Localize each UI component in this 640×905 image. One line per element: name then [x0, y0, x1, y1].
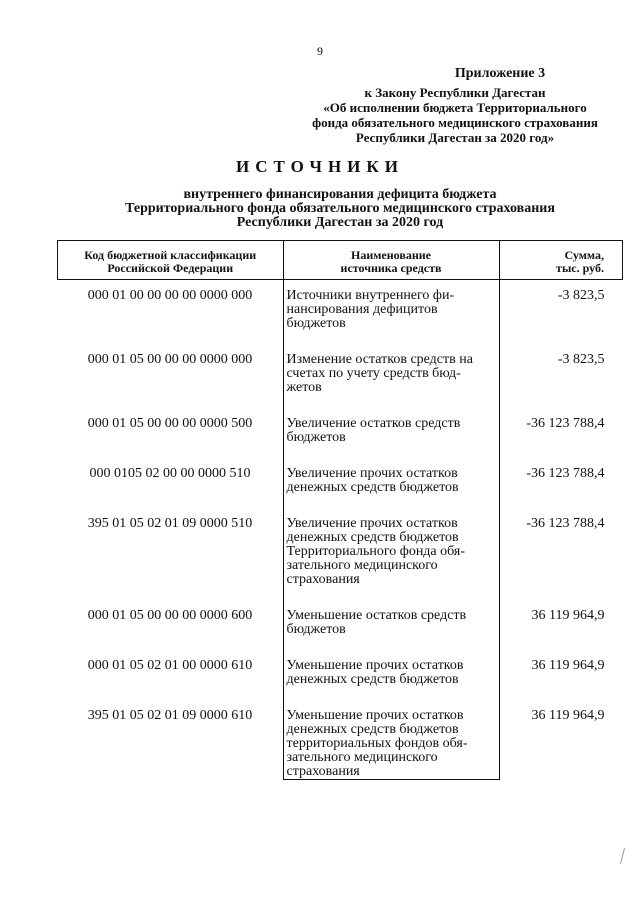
cell-amount: -3 823,5 — [557, 288, 605, 303]
table-row — [58, 280, 623, 345]
appendix-line: «Об исполнении бюджета Территориального — [323, 100, 587, 115]
cell-code: 000 01 05 00 00 00 0000 500 — [58, 408, 284, 458]
cell-name-line: страхования — [286, 764, 360, 779]
sources-table — [57, 240, 623, 780]
cell-name-line: Увеличение остатков средств — [286, 416, 461, 431]
appendix-line: Республики Дагестан за 2020 год» — [355, 130, 555, 145]
cell-amount: 36 119 964,9 — [531, 658, 605, 673]
cell-name-line: страхования — [286, 572, 360, 587]
cell-name-line: денежных средств бюджетов — [286, 480, 459, 495]
cell-amount: 36 119 964,9 — [531, 708, 605, 723]
header-code-line: Российской Федерации — [107, 261, 234, 275]
cell-code: 000 01 00 00 00 00 0000 000 — [58, 280, 284, 345]
cell-code: 000 01 05 00 00 00 0000 000 — [58, 344, 284, 408]
table-row — [58, 508, 623, 600]
document-subheading — [80, 188, 600, 230]
cell-amount: -36 123 788,4 — [526, 516, 605, 531]
cell-name-line: Уменьшение прочих остатков — [286, 658, 464, 673]
header-amount — [499, 241, 623, 280]
cell-name-line: счетах по учету средств бюд- — [286, 366, 461, 381]
cell-name — [283, 458, 499, 508]
cell-code: 000 01 05 00 00 00 0000 600 — [58, 600, 284, 650]
cell-name — [283, 600, 499, 650]
cell-name-line: зательного медицинского — [286, 558, 438, 573]
table-row — [58, 650, 623, 700]
cell-name-line: жетов — [286, 380, 322, 395]
cell-name-line: Источники внутреннего фи- — [286, 288, 455, 303]
cell-name — [283, 650, 499, 700]
cell-name — [283, 508, 499, 600]
cell-code: 395 01 05 02 01 09 0000 610 — [58, 700, 284, 780]
cell-name — [283, 280, 499, 345]
header-code-line: Код бюджетной классификации — [84, 248, 257, 262]
cell-amount: -3 823,5 — [557, 352, 605, 367]
cell-name-line: бюджетов — [286, 316, 346, 331]
header-code — [58, 241, 284, 280]
cell-name-line: денежных средств бюджетов — [286, 672, 459, 687]
header-name — [283, 241, 499, 280]
cell-name-line: Уменьшение прочих остатков — [286, 708, 464, 723]
cell-code: 395 01 05 02 01 09 0000 510 — [58, 508, 284, 600]
cell-code: 000 01 05 02 01 00 0000 610 — [58, 650, 284, 700]
header-name-line: Наименование — [351, 248, 431, 262]
header-amount-line: Сумма, — [564, 248, 604, 262]
cell-name-line: денежных средств бюджетов — [286, 722, 459, 737]
cell-name-line: зательного медицинского — [286, 750, 438, 765]
page-number: 9 — [317, 44, 323, 58]
appendix-title: Приложение 3 — [454, 66, 546, 81]
document-heading: ИСТОЧНИКИ — [236, 157, 404, 176]
cell-amount: 36 119 964,9 — [531, 608, 605, 623]
appendix-line: к Закону Республики Дагестан — [364, 85, 546, 100]
table-body — [58, 280, 623, 780]
cell-name-line: территориальных фондов обя- — [286, 736, 468, 751]
table-row — [58, 458, 623, 508]
subheading-line: Территориального фонда обязательного медицинского страхования — [125, 201, 555, 216]
appendix-line: фонда обязательного медицинского страхования — [312, 115, 598, 130]
table-row — [58, 344, 623, 408]
cell-name-line: Изменение остатков средств на — [286, 352, 473, 367]
cell-name-line: Увеличение прочих остатков — [286, 466, 458, 481]
cell-code: 000 0105 02 00 00 0000 510 — [58, 458, 284, 508]
cell-name-line: бюджетов — [286, 622, 346, 637]
cell-name — [283, 344, 499, 408]
table-row — [58, 600, 623, 650]
subheading-line: внутреннего финансирования дефицита бюджета — [183, 187, 497, 202]
header-amount-line: тыс. руб. — [556, 261, 604, 275]
cell-amount: -36 123 788,4 — [526, 416, 605, 431]
appendix-block — [300, 66, 610, 145]
cell-name-line: бюджетов — [286, 430, 346, 445]
cell-name-line: Увеличение прочих остатков — [286, 516, 458, 531]
cell-name — [283, 700, 499, 780]
cell-name-line: нансирования дефицитов — [286, 302, 438, 317]
cell-name-line: Территориального фонда обя- — [286, 544, 466, 559]
table-header-row — [58, 241, 623, 280]
table-row — [58, 408, 623, 458]
cell-amount: -36 123 788,4 — [526, 466, 605, 481]
header-name-line: источника средств — [340, 261, 442, 275]
cell-name-line: Уменьшение остатков средств — [286, 608, 467, 623]
table-row — [58, 700, 623, 780]
cell-name — [283, 408, 499, 458]
cell-name-line: денежных средств бюджетов — [286, 530, 459, 545]
subheading-line: Республики Дагестан за 2020 год — [236, 215, 444, 230]
margin-mark — [620, 848, 625, 864]
